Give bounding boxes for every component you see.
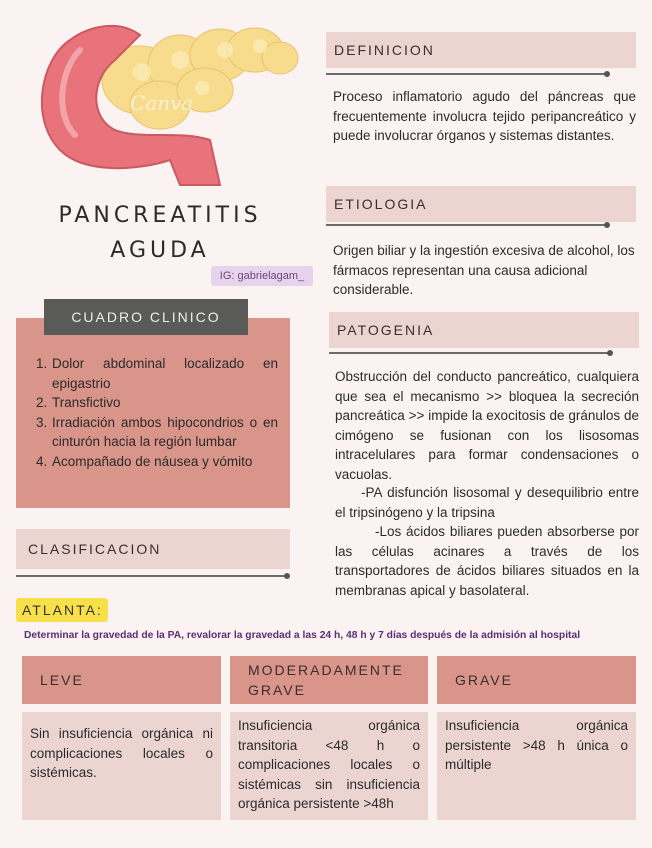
page-title-line2: AGUDA bbox=[110, 238, 210, 263]
list-item: 2. Transfictivo bbox=[36, 395, 121, 410]
definicion-rule bbox=[326, 73, 608, 75]
etiologia-rule bbox=[326, 224, 608, 226]
atlanta-label: ATLANTA: bbox=[16, 598, 108, 622]
severity-grave-heading: GRAVE bbox=[437, 656, 636, 704]
page-title-line1: PANCREATITIS bbox=[58, 203, 262, 228]
severity-leve-heading: LEVE bbox=[22, 656, 221, 704]
canva-watermark: Canva bbox=[130, 91, 194, 115]
patogenia-p2: -PA disfunción lisosomal y desequilibrio entre el tripsinógeno y la tripsina bbox=[335, 485, 639, 520]
pancreas-illustration bbox=[30, 10, 300, 190]
patogenia-rule bbox=[329, 352, 611, 354]
list-item: 4. Acompañado de náusea y vómito bbox=[36, 453, 253, 469]
definicion-heading: DEFINICION bbox=[326, 32, 636, 68]
list-item: 1. Dolor abdominal localizado en epigastrio bbox=[36, 356, 278, 391]
severity-moderada-text: Insuficiencia orgánica transitoria <48 h o complicaciones locales o sistémicas sin insuficiencia orgánica persistente >48h bbox=[230, 712, 428, 820]
clasificacion-rule-dot bbox=[284, 573, 290, 579]
severity-moderada-heading: MODERADAMENTE GRAVE bbox=[230, 656, 428, 704]
patogenia-p3: -Los ácidos biliares pueden absorberse por las células acinares a través de los transportadores de ácidos biliares situados en la membranas apical y basolateral. bbox=[335, 524, 639, 598]
severity-grave-text: Insuficiencia orgánica persistente >48 h única o múltiple bbox=[437, 712, 636, 820]
patogenia-rule-dot bbox=[607, 350, 613, 356]
definicion-rule-dot bbox=[604, 71, 610, 77]
cuadro-clinico-list bbox=[36, 354, 278, 471]
atlanta-note: Determinar la gravedad de la PA, revalorar la gravedad a las 24 h, 48 h y 7 días después de la admisión al hospital bbox=[24, 630, 581, 641]
clasificacion-heading: CLASIFICACION bbox=[16, 529, 290, 569]
severity-leve-text: Sin insuficiencia orgánica ni complicaciones locales o sistémicas. bbox=[22, 712, 221, 820]
list-item: 3. Irradiación ambos hipocondrios o en cinturón hacia la región lumbar bbox=[36, 414, 278, 449]
patogenia-p1: Obstrucción del conducto pancreático, cualquiera que sea el mecanismo >> bloquea la secreción pancreática >> impide la exocitosis de gránulos de cimógeno se fusionan con los lisosomas intracelulares para formar condensaciones o vacuolas. bbox=[335, 369, 639, 482]
instagram-tag: IG: gabrielagam_ bbox=[211, 266, 313, 286]
etiologia-rule-dot bbox=[604, 222, 610, 228]
clasificacion-rule bbox=[16, 575, 286, 577]
etiologia-heading: ETIOLOGIA bbox=[326, 186, 636, 222]
patogenia-heading: PATOGENIA bbox=[329, 312, 639, 348]
etiologia-text: Origen biliar y la ingestión excesiva de alcohol, los fármacos representan una causa adicional considerable. bbox=[333, 243, 635, 297]
cuadro-clinico-heading: CUADRO CLINICO bbox=[44, 299, 248, 335]
definicion-text: Proceso inflamatorio agudo del páncreas que frecuentemente involucra tejido peripancreático y puede involucrar órganos y sistemas distantes. bbox=[333, 89, 636, 143]
